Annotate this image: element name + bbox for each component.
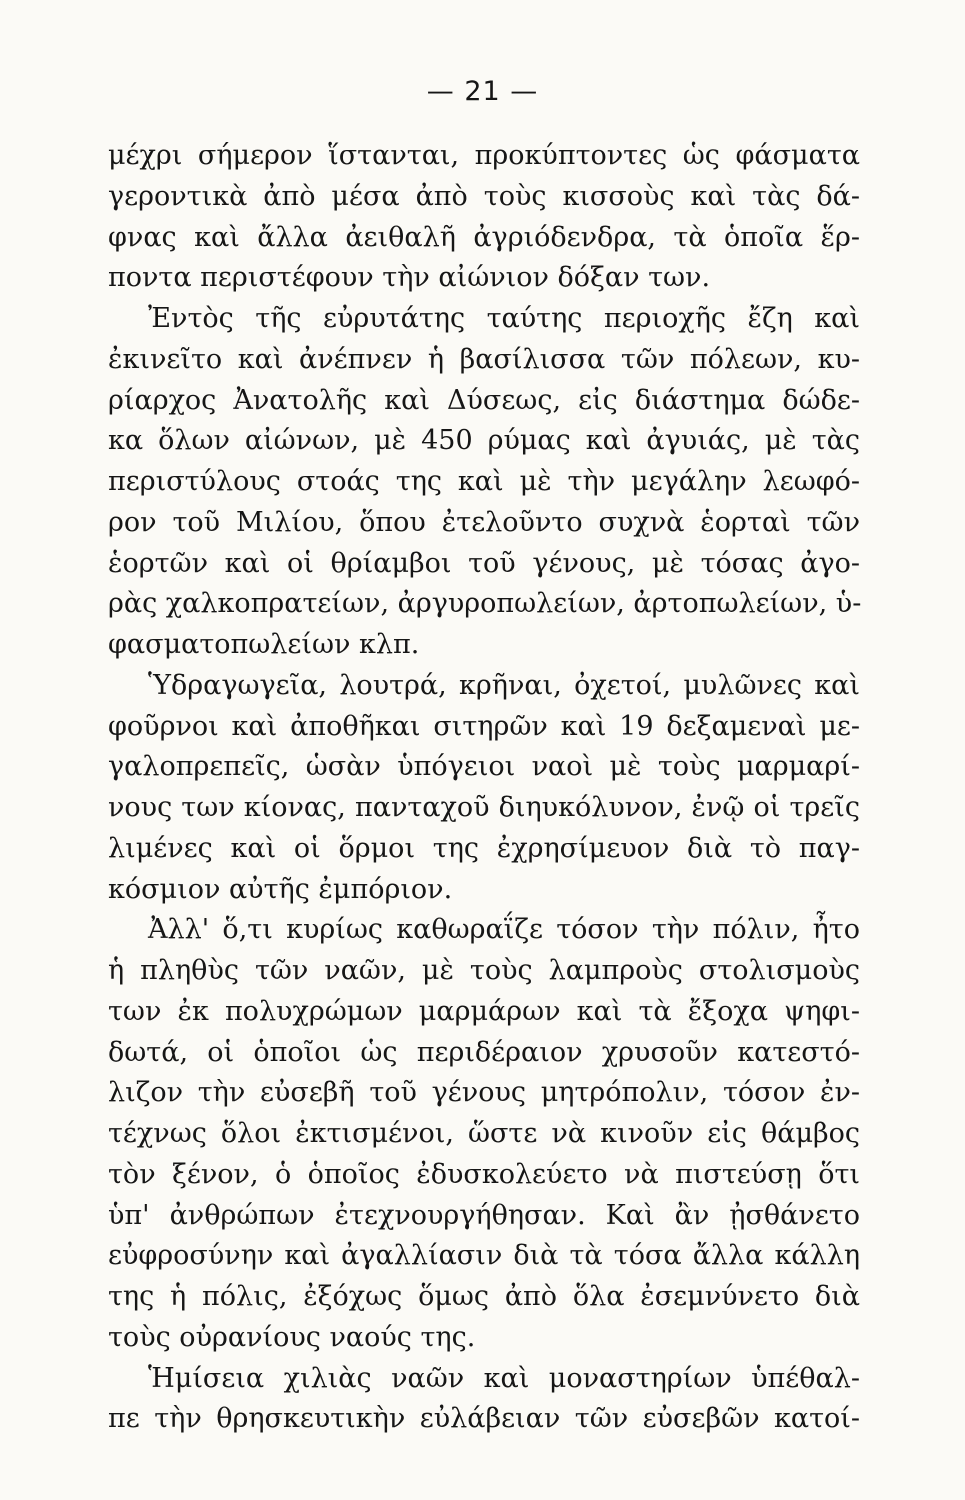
text-line: Ἡμίσεια χιλιὰς ναῶν καὶ μοναστηρίων ὑπέθαλ- <box>148 1362 860 1394</box>
text-line: λιμένες καὶ οἱ ὅρμοι της ἐχρησίμευον διὰ τὸ παγ- <box>108 832 860 864</box>
text-line: φνας καὶ ἄλλα ἀειθαλῆ ἀγριόδενδρα, τὰ ὁποῖα ἕρ- <box>108 221 860 253</box>
text-line: ἐκινεῖτο καὶ ἀνέπνεν ἡ βασίλισσα τῶν πόλεων, κυ- <box>108 343 860 375</box>
text-line: φασματοπωλείων κλπ. <box>108 629 420 660</box>
text-line: ρον τοῦ Μιλίου, ὅπου ἐτελοῦντο συχνὰ ἑορταὶ τῶν <box>108 506 860 538</box>
text-line: μέχρι σήμερον ἵστανται, προκύπτοντες ὡς φάσματα <box>108 140 860 171</box>
text-line: Ὑδραγωγεῖα, λουτρά, κρῆναι, ὀχετοί, μυλῶνες καὶ <box>148 669 860 701</box>
text-line: Ἀλλ' ὅ,τι κυρίως καθωραΐζε τόσον τὴν πόλιν, ἦτο <box>148 914 860 946</box>
text-line: περιστύλους στοάς της καὶ μὲ τὴν μεγάλην λεωφό- <box>108 466 860 497</box>
text-line: των ἐκ πολυχρώμων μαρμάρων καὶ τὰ ἔξοχα ψηφι- <box>108 995 860 1027</box>
text-line: ποντα περιστέφουν τὴν αἰώνιον δόξαν των. <box>108 262 711 294</box>
text-line: ἑορτῶν καὶ οἱ θρίαμβοι τοῦ γένους, μὲ τόσας ἀγο- <box>108 547 860 579</box>
text-line: λιζον τὴν εὐσεβῆ τοῦ γένους μητρόπολιν, τόσον ἐν- <box>108 1077 860 1109</box>
text-line: ρίαρχος Ἀνατολῆς καὶ Δύσεως, εἰς διάστημα δώδε- <box>108 384 860 416</box>
text-line: τὸν ξένον, ὁ ὁποῖος ἐδυσκολεύετο νὰ πιστεύσῃ ὅτι <box>108 1158 860 1190</box>
text-line: κα ὅλων αἰώνων, μὲ 450 ρύμας καὶ ἀγυιάς, μὲ τὰς <box>108 425 860 457</box>
text-line: ἡ πληθὺς τῶν ναῶν, μὲ τοὺς λαμπροὺς στολισμοὺς <box>108 955 860 986</box>
text-line: εὐφροσύνην καὶ ἀγαλλίασιν διὰ τὰ τόσα ἄλλα κάλλη <box>108 1240 860 1272</box>
page-number: — 21 — <box>426 76 539 107</box>
text-line: δωτά, οἱ ὁποῖοι ὡς περιδέραιον χρυσοῦν κατεστό- <box>108 1036 860 1068</box>
text-line: κόσμιον αὐτῆς ἐμπόριον. <box>108 873 453 905</box>
text-line: γεροντικὰ ἀπὸ μέσα ἀπὸ τοὺς κισσοὺς καὶ τὰς δά- <box>108 180 860 212</box>
text-line: ρὰς χαλκοπρατείων, ἀργυροπωλείων, ἀρτοπωλείων, ὑ- <box>108 588 862 620</box>
text-line: της ἡ πόλις, ἐξόχως ὅμως ἀπὸ ὅλα ἐσεμνύνετο διὰ <box>108 1281 860 1312</box>
text-line: γαλοπρεπεῖς, ὡσὰν ὑπόγειοι ναοὶ μὲ τοὺς μαρμαρί- <box>108 751 860 783</box>
text-line: φοῦρνοι καὶ ἀποθῆκαι σιτηρῶν καὶ 19 δεξαμεναὶ με- <box>108 710 860 742</box>
text-line: πε τὴν θρησκευτικὴν εὐλάβειαν τῶν εὐσεβῶν κατοί- <box>108 1403 860 1435</box>
text-line: νους των κίονας, πανταχοῦ διηυκόλυνον, ἐνῷ οἱ τρεῖς <box>108 792 860 823</box>
body-text <box>108 136 860 1440</box>
text-line: τοὺς οὐρανίους ναούς της. <box>108 1321 476 1353</box>
text-line: ὑπ' ἀνθρώπων ἐτεχνουργήθησαν. Καὶ ἂν ᾐσθάνετο <box>108 1199 860 1231</box>
text-line: τέχνως ὅλοι ἐκτισμένοι, ὥστε νὰ κινοῦν εἰς θάμβος <box>108 1118 860 1149</box>
text-line: Ἐντὸς τῆς εὐρυτάτης ταύτης περιοχῆς ἔζη καὶ <box>148 303 860 334</box>
